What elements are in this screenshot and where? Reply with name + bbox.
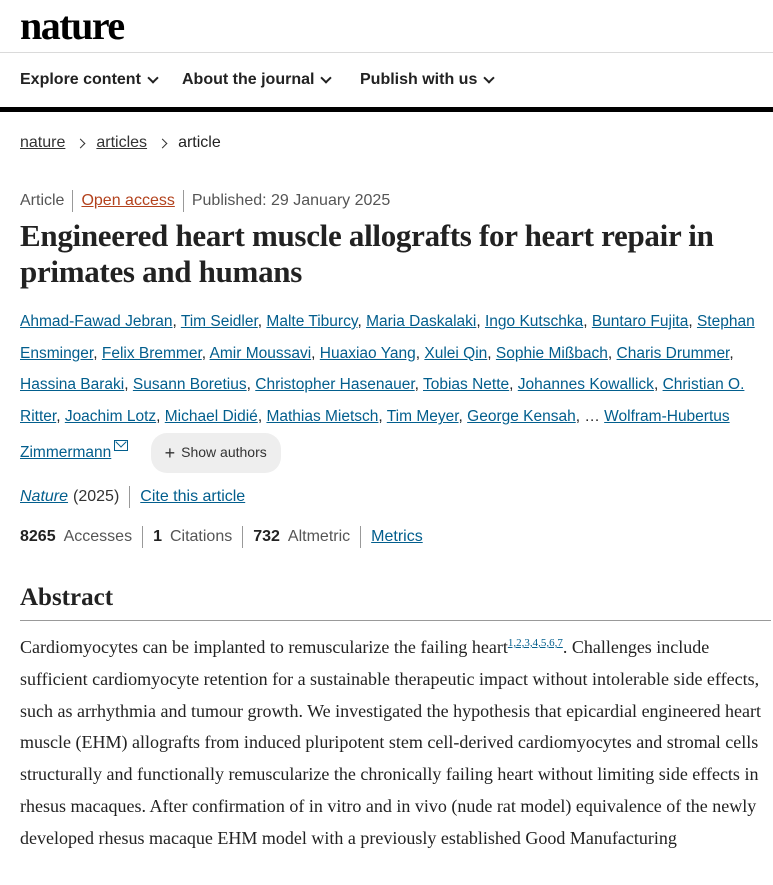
author-link[interactable]: Mathias Mietsch xyxy=(266,408,379,426)
nature-logo[interactable]: nature xyxy=(20,3,124,48)
author-list: Ahmad-Fawad Jebran, Tim Seidler, Malte Tiburcy, Maria Daskalaki, Ingo Kutschka, Buntaro Fujita, Stephan Ensminger, Felix Bremmer, Amir Moussavi, Huaxiao Yang, Xulei Qin, Sophie Mißbach, Charis Drummer, Hassina Baraki, Susann Boretius, Christopher Hasenauer, Tobias Nette, Johannes Kowallick, Christian O. Ritter, Joachim Lotz, Michael Didié, Mathias Mietsch, Tim Meyer, George Kensah, … Wolfram-Hubertus Zimmermann + Show authors xyxy=(20,306,765,473)
reference-links[interactable]: 1,2,3,4,5,6,7 xyxy=(507,637,563,649)
divider xyxy=(360,526,361,548)
author-link[interactable]: Amir Moussavi xyxy=(209,344,312,362)
altmetric-count: 732 xyxy=(253,528,280,545)
accesses-label: Accesses xyxy=(63,528,133,545)
author-link[interactable]: Buntaro Fujita xyxy=(591,313,689,330)
author-link[interactable]: Malte Tiburcy xyxy=(266,313,358,330)
metrics-link[interactable]: Metrics xyxy=(371,528,423,545)
divider xyxy=(72,190,73,212)
nav-label: Explore content xyxy=(20,71,141,88)
author-link[interactable]: Stephan Ensminger xyxy=(20,313,755,362)
author-link[interactable]: Ingo Kutschka xyxy=(484,313,584,330)
main-nav xyxy=(0,53,773,112)
article-type: Article xyxy=(20,192,65,209)
breadcrumb-nature[interactable]: nature xyxy=(20,134,66,151)
author-link[interactable]: Wolfram-Hubertus Zimmermann xyxy=(20,408,730,461)
open-access-link[interactable]: Open access xyxy=(81,192,175,209)
divider xyxy=(183,190,184,212)
chevron-right-icon xyxy=(158,138,168,148)
author-link[interactable]: Ahmad-Fawad Jebran xyxy=(20,313,173,330)
cite-article-link[interactable]: Cite this article xyxy=(140,488,246,505)
site-header xyxy=(0,0,773,53)
divider xyxy=(142,526,143,548)
mail-icon[interactable] xyxy=(114,440,128,451)
citation-line xyxy=(20,486,245,508)
metrics-bar xyxy=(20,526,423,548)
published-date: Published: 29 January 2025 xyxy=(191,192,391,209)
abstract-text xyxy=(20,632,768,855)
citations-label: Citations xyxy=(169,528,233,545)
show-authors-button[interactable] xyxy=(151,433,281,473)
author-link[interactable]: George Kensah xyxy=(467,408,576,426)
author-link[interactable]: Christopher Hasenauer xyxy=(255,376,415,394)
author-link[interactable]: Maria Daskalaki xyxy=(366,313,477,330)
journal-link[interactable]: Nature xyxy=(20,488,69,505)
author-link[interactable]: Tobias Nette xyxy=(423,376,510,394)
nav-about-journal[interactable] xyxy=(182,71,330,89)
breadcrumb xyxy=(20,134,221,152)
altmetric-label: Altmetric xyxy=(287,528,351,545)
author-link[interactable]: Johannes Kowallick xyxy=(517,376,654,394)
author-link[interactable]: Tim Meyer xyxy=(386,408,459,426)
author-link[interactable]: Felix Bremmer xyxy=(101,344,202,362)
breadcrumb-current: article xyxy=(178,134,221,151)
page-title: Engineered heart muscle allografts for heart repair in primates and humans xyxy=(20,218,714,289)
divider xyxy=(242,526,243,548)
accesses-count: 8265 xyxy=(20,528,56,545)
chevron-down-icon xyxy=(147,72,158,83)
article-meta xyxy=(20,190,390,212)
citations-count: 1 xyxy=(153,528,162,545)
author-link[interactable]: Joachim Lotz xyxy=(64,408,157,426)
nav-label: About the journal xyxy=(182,71,315,88)
author-link[interactable]: Michael Didié xyxy=(164,408,258,426)
chevron-down-icon xyxy=(484,72,495,83)
author-link[interactable]: Tim Seidler xyxy=(180,313,258,330)
abstract-lead: Cardiomyocytes can be implanted to remuscularize the failing heart xyxy=(20,637,508,657)
nav-explore-content[interactable] xyxy=(20,71,157,89)
authors-ellipsis: … xyxy=(584,408,600,426)
citation-year: (2025) xyxy=(73,488,120,505)
author-link[interactable]: Hassina Baraki xyxy=(20,376,125,394)
author-link[interactable]: Xulei Qin xyxy=(424,344,488,362)
abstract-heading: Abstract xyxy=(20,584,771,621)
author-link[interactable]: Susann Boretius xyxy=(132,376,247,394)
author-link[interactable]: Huaxiao Yang xyxy=(319,344,416,362)
plus-icon: + xyxy=(164,442,176,463)
nav-publish[interactable] xyxy=(360,71,493,89)
chevron-right-icon xyxy=(76,138,86,148)
author-link[interactable]: Sophie Mißbach xyxy=(495,344,608,362)
nav-label: Publish with us xyxy=(360,71,478,88)
author-link[interactable]: Charis Drummer xyxy=(616,344,730,362)
chevron-down-icon xyxy=(321,72,332,83)
author-link[interactable]: Christian O. Ritter xyxy=(20,376,745,426)
abstract-body: . Challenges include sufficient cardiomyocyte retention for a sustainable therapeutic impact without intolerable side effects, such as arrhythmia and tumour growth. We investigated the hypothesis that epicardial engineered heart muscle (EHM) allografts from induced pluripotent stem cell-derived cardiomyocytes and stromal cells structurally and functionally remuscularize the chronically failing heart without limiting side effects in rhesus macaques. After confirmation of in vitro and in vivo (nude rat model) equivalence of the newly developed rhesus macaque EHM model with a previously established Good Manufacturing xyxy=(20,637,761,848)
divider xyxy=(129,486,130,508)
show-authors-label: Show authors xyxy=(181,443,267,460)
breadcrumb-articles[interactable]: articles xyxy=(96,134,148,151)
